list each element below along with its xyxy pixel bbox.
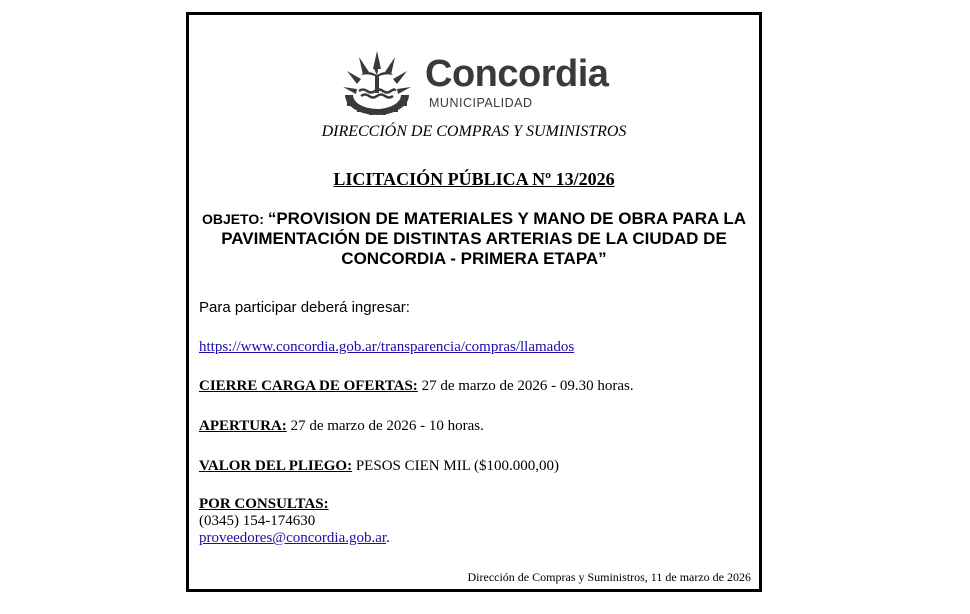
department-heading: DIRECCIÓN DE COMPRAS Y SUMINISTROS bbox=[321, 123, 627, 140]
participate-link[interactable]: https://www.concordia.gob.ar/transparencia/compras/llamados bbox=[199, 339, 575, 355]
opening-label: APERTURA: bbox=[199, 418, 287, 434]
object-label: OBJETO: bbox=[201, 211, 268, 227]
contact-block bbox=[199, 496, 749, 547]
price-row bbox=[199, 458, 749, 475]
price-value: PESOS CIEN MIL ($100.000,00) bbox=[352, 458, 560, 474]
footer-signature: Dirección de Compras y Suministros, 11 de marzo de 2026 bbox=[467, 570, 751, 584]
closing-row bbox=[199, 378, 749, 395]
participate-row bbox=[199, 339, 749, 356]
tender-object bbox=[199, 209, 749, 269]
logo bbox=[337, 45, 607, 125]
contact-label: POR CONSULTAS: bbox=[199, 496, 329, 512]
tender-title: LICITACIÓN PÚBLICA Nº 13/2026 bbox=[333, 169, 615, 189]
contact-phone: (0345) 154-174630 bbox=[199, 513, 316, 529]
contact-email-suffix: . bbox=[386, 530, 390, 546]
logo-subtitle: MUNICIPALIDAD bbox=[429, 96, 533, 110]
price-label: VALOR DEL PLIEGO: bbox=[199, 458, 353, 474]
logo-name: Concordia bbox=[425, 53, 609, 95]
closing-label: CIERRE CARGA DE OFERTAS: bbox=[199, 378, 418, 394]
participate-text: Para participar deberá ingresar: bbox=[199, 299, 410, 316]
closing-value: 27 de marzo de 2026 - 09.30 horas. bbox=[417, 378, 634, 394]
contact-email-row bbox=[199, 530, 749, 547]
opening-value: 27 de marzo de 2026 - 10 horas. bbox=[286, 418, 484, 434]
opening-row bbox=[199, 418, 749, 435]
object-text: “PROVISION DE MATERIALES Y MANO DE OBRA PARA LA PAVIMENTACIÓN DE DISTINTAS ARTERIAS DE LA CIUDAD DE CONCORDIA - PRIMERA ETAPA” bbox=[221, 209, 747, 268]
tender-notice bbox=[186, 12, 762, 592]
contact-email-link[interactable]: proveedores@concordia.gob.ar bbox=[199, 530, 387, 546]
concordia-emblem-icon bbox=[337, 45, 417, 117]
